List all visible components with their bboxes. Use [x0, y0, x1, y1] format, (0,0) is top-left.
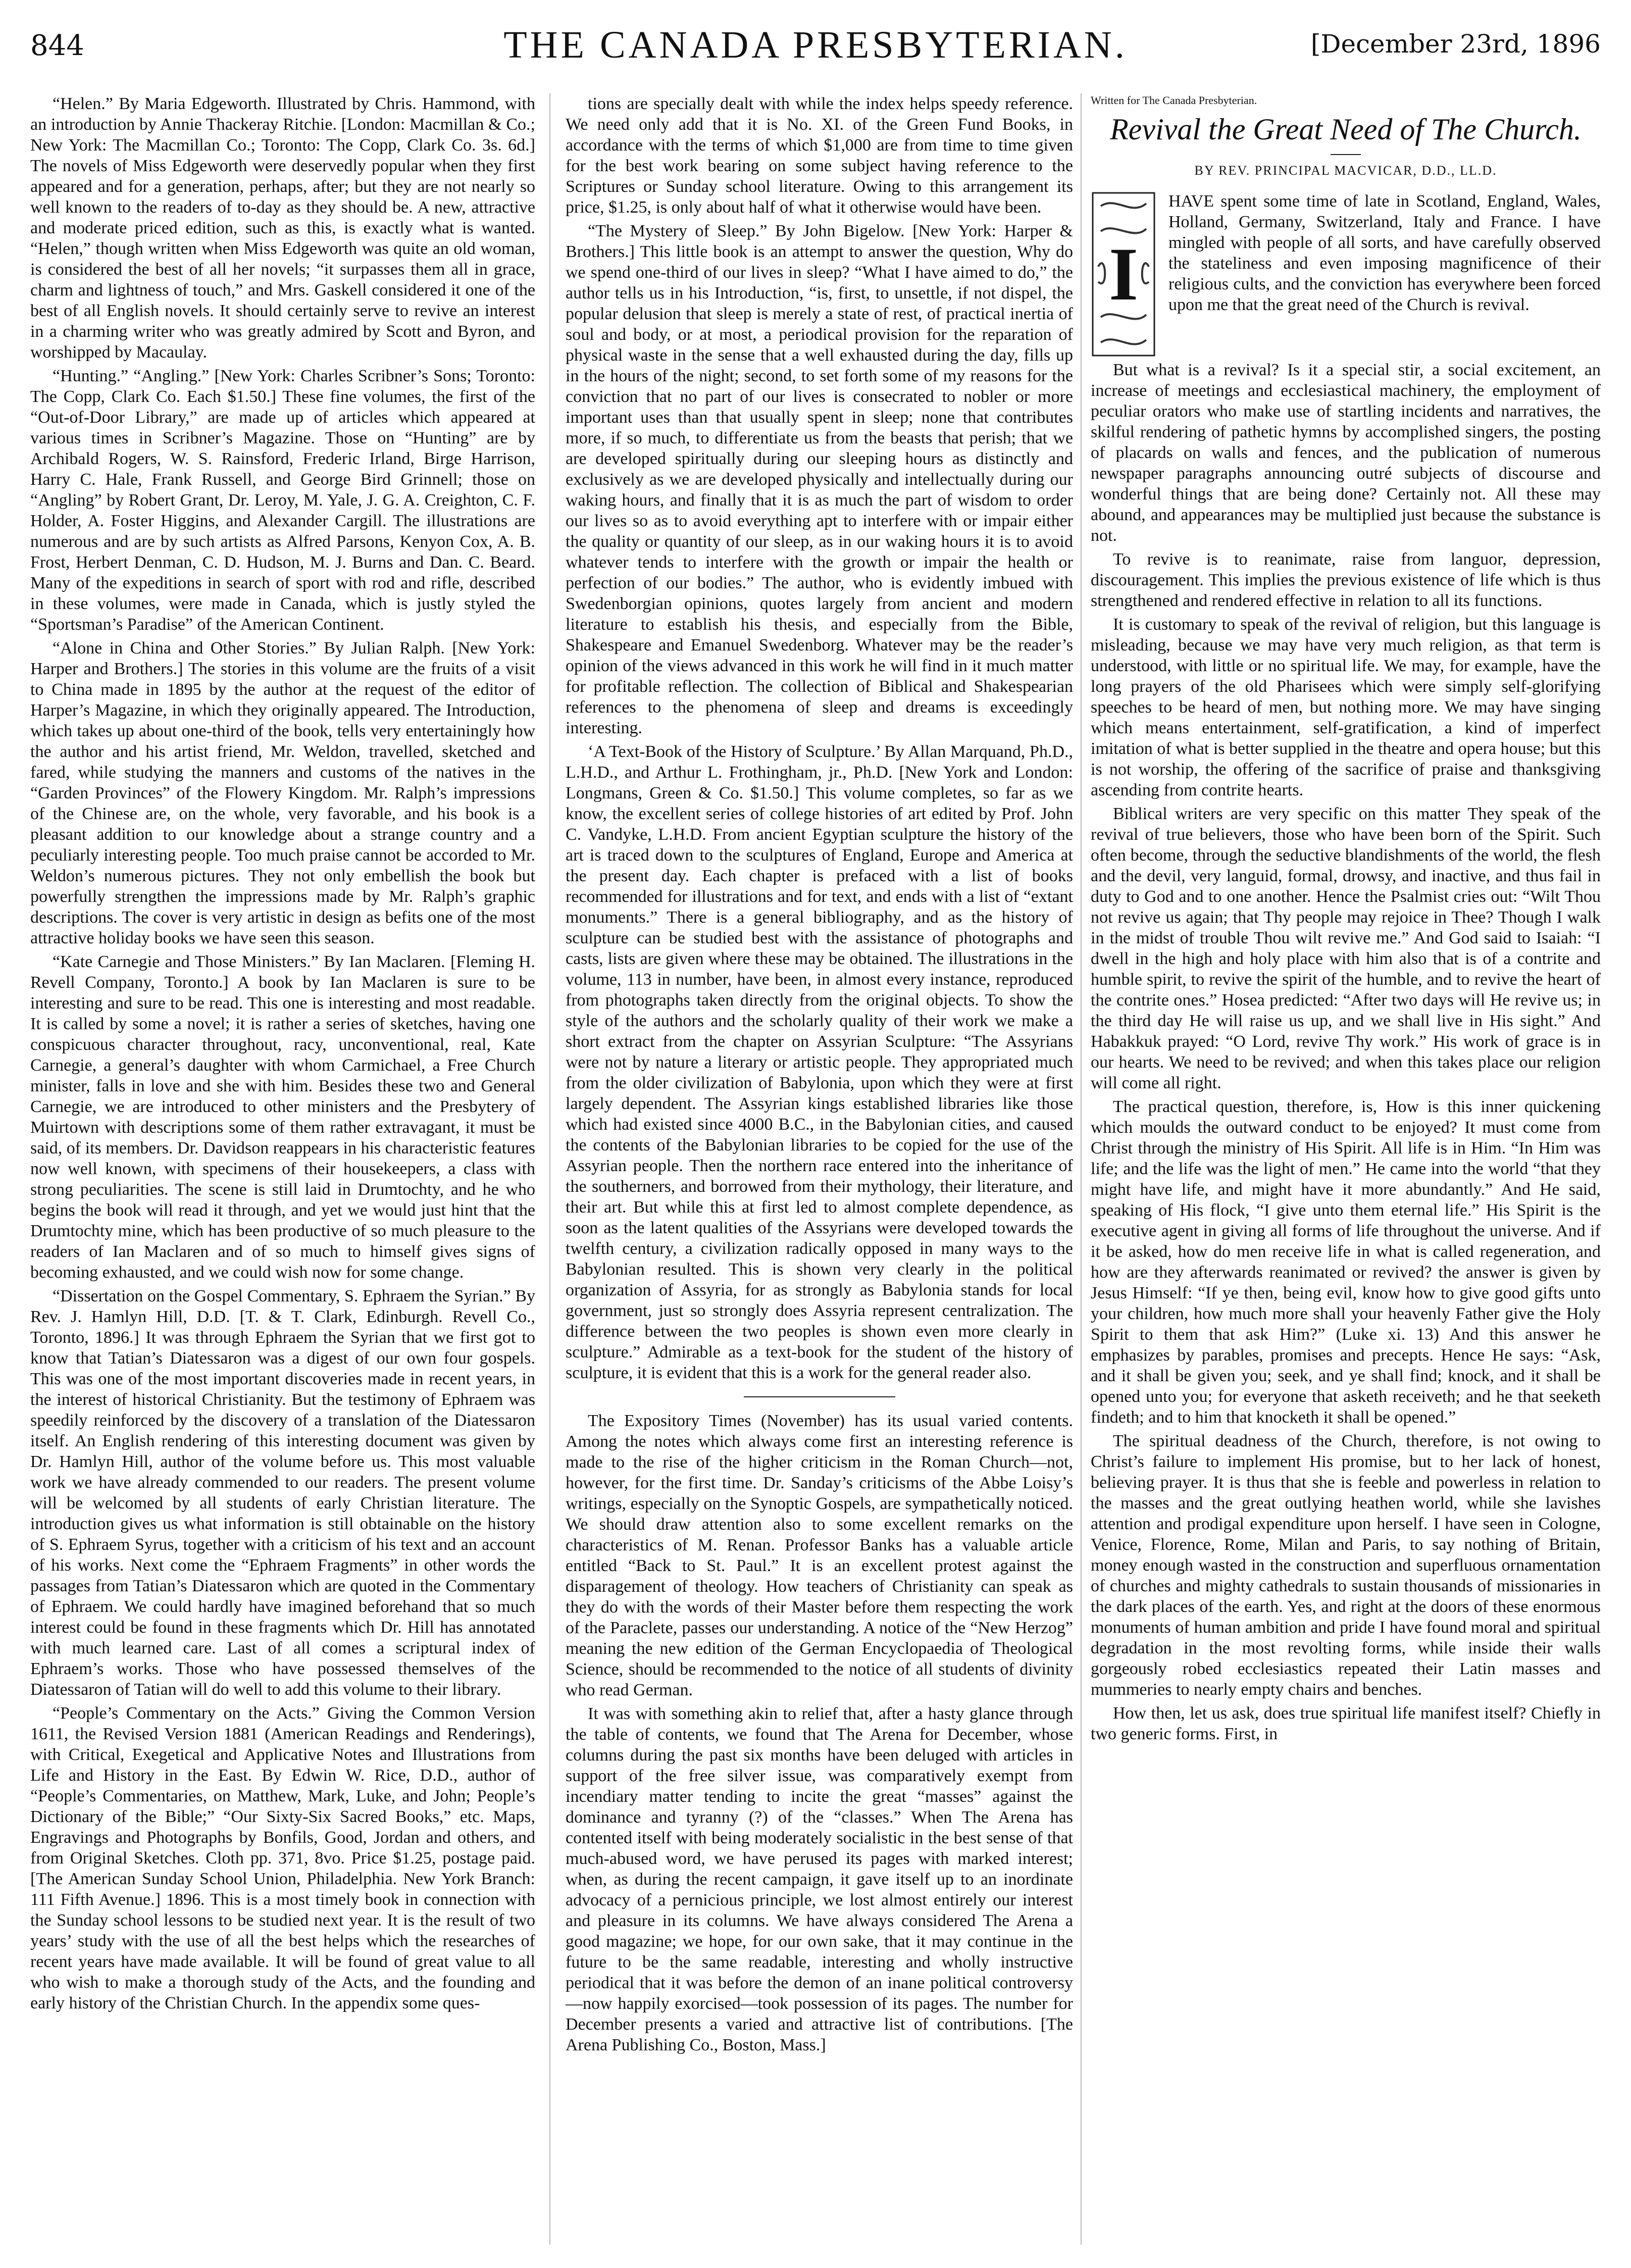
magazine-note-paragraph: It was with something akin to relief that, after a hasty glance through the table of contents, we found that The Arena for December, whose columns during the past six months have been deluged with articles in support of the free silver issue, was comparatively exempt from incendiary matter tending to incite the great “masses” against the dominance and tyranny (?) of the “classes.” When The Arena has contented itself with being moderately socialistic in the best sense of that much-abused word, we have perused its pages with marked interest; when, as during the recent campaign, it gave itself up to an inordinate advocacy of a pernicious principle, we lost almost entirely our interest and pleasure in its columns. We have always considered The Arena a good magazine; we hope, for our own sake, that it may continue in the future to be the same readable, interesting and wholly instructive periodical that it was before the demon of an inane political controversy—now happily exorcised—took possession of its pages. The number for December presents a varied and attractive list of contributions. [The Arena Publishing Co., Boston, Mass.]: [566, 1704, 1073, 2054]
article-paragraph: The spiritual deadness of the Church, therefore, is not owing to Christ’s failure to implement His promise, but to her lack of honest, believing prayer. It is thus that she is feeble and powerless in relation to the masses and the great outlying heathen world, while she lavishes attention and prodigal expenditure upon herself. I have seen in Cologne, Venice, Florence, Rome, Milan and Paris, to say nothing of Britain, money enough wasted in the construction and superfluous ornamentation of churches and mighty cathedrals to sustain thousands of missionaries in the dark places of the earth. Yes, and right at the doors of these enormous monuments of human ambition and pride I have found moral and spiritual degradation in the most revolting forms, while inside their walls gorgeously robed ecclesiastics repeated their Latin masses and mummeries to nearly empty chairs and benches.: [1091, 1432, 1601, 1699]
review-paragraph: tions are specially dealt with while the index helps speedy reference. We need only add that it is No. XI. of the Green Fund Books, in accordance with the terms of which $1,000 are from time to time given for the best work bearing on some subject having reference to the Scriptures or Sunday school literature. Owing to this arrangement its price, $1.25, is only about half of what it otherwise would have been.: [566, 94, 1073, 217]
article-byline: BY REV. PRINCIPAL MACVICAR, D.D., LL.D.: [1194, 163, 1497, 178]
article-opening: [1091, 191, 1601, 360]
section-divider: [744, 1396, 895, 1397]
issue-date: [December 23rd, 1896: [1310, 29, 1601, 59]
review-paragraph: “The Mystery of Sleep.” By John Bigelow. [New York: Harper & Brothers.] This little book is an attempt to answer the question, Why do we spend one-third of our lives in sleep? “What I have aimed to do,” the author tells us in his Introduction, “is, first, to unsettle, if not dispel, the popular delusion that sleep is merely a state of rest, of practical inertia of soul and body, or at most, a periodical provision for the reparation of physical waste in the sense that a well exhausted during the day, fills up in the hours of the night; second, to set forth some of my reasons for the conviction that no part of our lives is consecrated to nobler or more important uses than that usually spent in sleep; none that contributes more, if so much, to differentiate us from the beasts that perish; that we are developed spiritually during our sleeping hours as distinctly and exclusively as we are developed physically and intellectually during our waking hours, and finally that it is as much the part of wisdom to order our lives so as to avoid everything apt to interfere with or impair either the quality or quantity of our sleep, as in our waking hours it is to avoid whatever tends to interfere with the growth or impair the health or perfection of our bodies.” The author, who is evidently imbued with Swedenborgian opinions, quotes largely from ancient and modern literature to establish his thesis, and especially from the Bible, Shakespeare and Emanuel Swedenborg. Whatever may be the reader’s opinion of the views advanced in this work he will find in it much matter for profitable reflection. The collection of Biblical and Shakespearian references to the phenomena of sleep and dreams is exceedingly interesting.: [566, 222, 1073, 737]
review-paragraph: “Kate Carnegie and Those Ministers.” By Ian Maclaren. [Fleming H. Revell Company, Toronto.] A book by Ian Maclaren is sure to be interesting and sure to be read. This one is interesting and most readable. It is called by some a novel; it is rather a series of sketches, having one conspicuous character throughout, racy, unconventional, real, Kate Carnegie, a general’s daughter with whom Carmichael, a Free Church minister, falls in love and she with him. Besides these two and General Carnegie, we are introduced to other ministers and the Presbytery of Muirtown with descriptions some of them rather extravagant, it must be said, of its members. Dr. Davidson reappears in his characteristic features now well known, with specimens of their housekeepers, a class with strong peculiarities. The scene is still laid in Drumtochty, and he who begins the book will read it through, and yet we would just hint that the Drumtochty mine, which has been productive of so much pleasure to the readers of Ian Maclaren and of so much to himself gives signs of becoming exhausted, and we could wish now for some change.: [30, 952, 535, 1282]
article-paragraph: But what is a revival? Is it a special stir, a social excitement, an increase of meetings and ecclesiastical machinery, the employment of peculiar orators who make use of startling incidents and narratives, the skilful rendering of pathetic hymns by accomplished singers, the posting of placards on walls and fences, and the publication of numerous newspaper paragraphs announcing outré subjects of discourse and wonderful things that are being done? Certainly not. All these may abound, and appearances may be multiplied just because the substance is not.: [1091, 361, 1601, 545]
column-book-reviews-2: [566, 93, 1073, 2245]
svg-text:I: I: [1108, 232, 1139, 316]
review-paragraph: “Hunting.” “Angling.” [New York: Charles Scribner’s Sons; Toronto: The Copp, Clark Co. Each $1.50.] These fine volumes, the first of the “Out-of-Door Library,” are made up of articles which appeared at various times in Scribner’s Magazine. Those on “Hunting” are by Archibald Rogers, W. S. Rainsford, Frederic Irland, Birge Harrison, Harry C. Hale, Frank Russell, and George Bird Grinnell; those on “Angling” by Robert Grant, Dr. Leroy, M. Yale, J. G. A. Creighton, C. F. Holder, A. Foster Higgins, and Alexander Cargill. The illustrations are numerous and are by such artists as Alfred Parsons, Kenyon Cox, A. B. Frost, Herbert Denman, C. D. Hudson, M. J. Burns and Dan. C. Beard. Many of the expeditions in search of sport with rod and rifle, described in these volumes, were made in Canada, which is justly styled the “Sportsman’s Paradise” of the American Continent.: [30, 367, 535, 634]
article-paragraph: It is customary to speak of the revival of religion, but this language is misleading, because we may have very much religion, as that term is understood, with little or no spiritual life. We may, for example, have the long prayers of the old Pharisees which were simply self-glorifying speeches to be heard of men, but nothing more. We may have singing which means entertainment, self-gratification, a kind of imperfect imitation of what is better supplied in the theatre and opera house; but this is not worship, the offering of the sacrifice of praise and thanksgiving ascending from contrite hearts.: [1091, 615, 1601, 799]
column-book-reviews-1: [30, 93, 535, 2245]
column-article: [1091, 93, 1601, 2245]
column-divider: [1081, 93, 1082, 2245]
article-paragraph: Biblical writers are very specific on this matter They speak of the revival of true believers, those who have been born of the Spirit. Such often become, through the seductive blandishments of the world, the flesh and the devil, very languid, formal, drowsy, and inactive, and thus fail in duty to God and to one another. Hence the Psalmist cries out: “Wilt Thou not revive us again; that Thy people may rejoice in Thee? Though I walk in the midst of trouble Thou wilt revive me.” And God said to Isaiah: “I dwell in the high and holy place with him also that is of a contrite and humble spirit, to revive the spirit of the humble, and to revive the heart of the contrite ones.” Hosea predicted: “After two days will He revive us; in the third day He will raise us up, and we shall live in His sight.” And Habakkuk prayed: “O Lord, revive Thy work.” His work of grace is in our hearts. We need to be revived; and when this takes place our religion will come all right.: [1091, 804, 1601, 1092]
ornamental-drop-cap-icon: [1091, 191, 1156, 358]
column-divider: [549, 93, 550, 2245]
magazine-note-paragraph: The Expository Times (November) has its usual varied contents. Among the notes which always come first an interesting reference is made to the rise of the higher criticism in the Roman Church—not, however, for the first time. Dr. Sanday’s criticisms of the Abbe Loisy’s writings, especially on the Synoptic Gospels, are sympathetically noticed. We should draw attention also to some excellent remarks on the characteristics of M. Renan. Professor Banks has a valuable article entitled “Back to St. Paul.” It is an excellent protest against the disparagement of theology. How teachers of Christianity can speak as they do with the words of their Master before them respecting the work of the Paraclete, passes our understanding. A notice of the “New Herzog” meaning the new edition of the German Encyclopaedia of Theological Science, should be recommended to the notice of all students of divinity who read German.: [566, 1412, 1073, 1699]
page-header: [30, 20, 1601, 76]
review-paragraph: “Dissertation on the Gospel Commentary, S. Ephraem the Syrian.” By Rev. J. Hamlyn Hill, D.D. [T. & T. Clark, Edinburgh. Revell Co., Toronto, 1896.] It was through Ephraem the Syrian that we first got to know that Tatian’s Diatessaron was a digest of our own four gospels. This was one of the most important discoveries made in recent years, in the interest of historical Christianity. But the testimony of Ephraem was speedily reinforced by the discovery of a translation of the Diatessaron itself. An English rendering of this interesting document was given by Dr. Hamlyn Hill, author of the volume before us. This most valuable work we have already commended to our readers. The present volume will be welcomed by all students of early Christian literature. The introduction gives us what information is still obtainable on the history of S. Ephraem Syrus, together with a criticism of his text and an account of his works. Next come the “Ephraem Fragments” in other words the passages from Tatian’s Diatessaron which are quoted in the Commentary of Ephraem. We could hardly have imagined beforehand that so much interest could be found in these fragments which Dr. Hill has annotated with much learned care. Last of all comes a scriptural index of Ephraem’s works. Those who have possessed themselves of the Diatessaron of Tatian will do well to add this volume to their library.: [30, 1287, 535, 1699]
newspaper-title: THE CANADA PRESBYTERIAN.: [503, 24, 1128, 66]
article-paragraph: How then, let us ask, does true spiritual life manifest itself? Chiefly in two generic forms. First, in: [1091, 1704, 1601, 1743]
review-paragraph: “Helen.” By Maria Edgeworth. Illustrated by Chris. Hammond, with an introduction by Annie Thackeray Ritchie. [London: Macmillan & Co.; New York: The Macmillan Co.; Toronto: The Copp, Clark Co. 3s. 6d.] The novels of Miss Edgeworth were deservedly popular when they first appeared and for a generation, perhaps, after; but they are not nearly so well known to the readers of to-day as they should be. A new, attractive and moderate priced edition, such as this, is exactly what is wanted. “Helen,” though written when Miss Edgeworth was quite an old woman, is considered the best of all her novels; “it surpasses them all in grace, charm and lightness of touch,” and Mrs. Gaskell considered it one of the best of all English novels. It should certainly serve to revive an interest in a charming writer who was greatly admired by Scott and Byron, and worshipped by Macaulay.: [30, 94, 535, 362]
article-paragraph: To revive is to reanimate, raise from languor, depression, discouragement. This implies the previous existence of life which is thus strengthened and rendered effective in relation to all its functions.: [1091, 550, 1601, 610]
page-number: 844: [30, 29, 84, 62]
article-paragraph: HAVE spent some time of late in Scotland, England, Wales, Holland, Germany, Switzerland, Italy and France. I have mingled with people of all sorts, and have carefully observed the stateliness and even imposing magnificence of their religious cults, and the conviction has everywhere been forced upon me that the great need of the Church is revival.: [1168, 192, 1601, 314]
article-title: Revival the Great Need of The Church.: [1110, 113, 1582, 146]
title-rule: [1331, 154, 1361, 155]
review-paragraph: ‘A Text-Book of the History of Sculpture.’ By Allan Marquand, Ph.D., L.H.D., and Arthur L. Frothingham, jr., Ph.D. [New York and London: Longmans, Green & Co. $1.50.] This volume completes, so far as we know, the excellent series of college histories of art edited by Prof. John C. Vandyke, L.H.D. From ancient Egyptian sculpture the history of the art is traced down to the sculptures of England, Europe and America at the present day. Each chapter is prefaced with a list of books recommended for illustrations and for text, and ends with a list of “extant monuments.” There is a general bibliography, and as the history of sculpture can be studied best with the assistance of photographs and casts, lists are given where these may be obtained. The illustrations in the volume, 113 in number, have been, in almost every instance, reproduced from photographs taken directly from the original objects. To show the style of the authors and the scholarly quality of their work we make a short extract from the chapter on Assyrian Sculpture: “The Assyrians were not by nature a literary or artistic people. They appropriated much from the older civilization of Babylonia, upon which they were at first largely dependent. The Assyrian kings established libraries like those which had existed since 4000 B.C., in the Babylonian cities, and caused the contents of the Babylonian libraries to be copied for the use of the Assyrian people. Then the northern race entered into the inheritance of the southerners, and borrowed from their mythology, their literature, and their art. But while this at first led to almost complete dependence, as soon as the latent qualities of the Assyrians were developed towards the twelfth century, a civilization radically opposed in many ways to the Babylonian resulted. This is shown very clearly in the political organization of Assyria, for as strongly as Babylonia stands for local government, just so strongly does Assyria represent centralization. The difference between the two peoples is shown even more clearly in sculpture.” Admirable as a text-book for the student of the history of sculpture, it is evident that this is a work for the general reader also.: [566, 742, 1073, 1382]
review-paragraph: “Alone in China and Other Stories.” By Julian Ralph. [New York: Harper and Brothers.] The stories in this volume are the fruits of a visit to China made in 1895 by the author at the request of the editor of Harper’s Magazine, in which they originally appeared. The Introduction, which takes up about one-third of the book, tells very entertainingly how the author and his artist friend, Mr. Weldon, travelled, sketched and fared, while studying the manners and customs of the natives in the “Garden Provinces” of the Flowery Kingdom. Mr. Ralph’s impressions of the Chinese are, on the whole, very favorable, and his book is a pleasant addition to our knowledge about a strange country and a peculiarly interesting people. Too much praise cannot be accorded to Mr. Weldon’s numerous pictures. They not only embellish the book but powerfully strengthen the impressions made by Mr. Ralph’s graphic descriptions. The cover is very artistic in design as befits one of the most attractive holiday books we have seen this season.: [30, 639, 535, 947]
written-for-credit: Written for The Canada Presbyterian.: [1091, 94, 1257, 107]
review-paragraph: “People’s Commentary on the Acts.” Giving the Common Version 1611, the Revised Version 1881 (American Readings and Renderings), with Critical, Exegetical and Applicative Notes and Illustrations from Life and History in the East. By Edwin W. Rice, D.D., author of “People’s Commentaries, on Matthew, Mark, Luke, and John; People’s Dictionary of the Bible;” “Our Sixty-Six Sacred Books,” etc. Maps, Engravings and Photographs by Bonfils, Good, Jordan and others, and from Original Sketches. Cloth pp. 371, 8vo. Price $1.25, postage paid. [The American Sunday School Union, Philadelphia. New York Branch: 111 Fifth Avenue.] 1896. This is a most timely book in connection with the Sunday school lessons to be studied next year. It is the result of two years’ study with the use of all the best helps which the researches of recent years have made available. It will be found of great value to all who wish to make a thorough study of the Acts, and the founding and early history of the Christian Church. In the appendix some ques-: [30, 1704, 535, 2012]
article-paragraph: The practical question, therefore, is, How is this inner quickening which moulds the outward conduct to be enjoyed? It must come from Christ through the ministry of His Spirit. All life is in Him. “In Him was life; and the life was the light of men.” He came into the world “that they might have life, and might have it more abundantly.” And He said, speaking of His flock, “I give unto them eternal life.” His Spirit is the executive agent in giving all forms of life throughout the universe. And if it be asked, how do men receive life in what is called regeneration, and how are they afterwards reanimated or revived? the answer is given by Jesus Himself: “If ye then, being evil, know how to give good gifts unto your children, how much more shall your heavenly Father give the Holy Spirit to them that ask Him?” (Luke xi. 13) And this answer he emphasizes by parables, promises and precepts. Hence He says: “Ask, and it shall be given you; seek, and ye shall find; knock, and it shall be opened unto you; for everyone that asketh receiveth; and he that seeketh findeth; and to him that knocketh it shall be opened.”: [1091, 1097, 1601, 1427]
